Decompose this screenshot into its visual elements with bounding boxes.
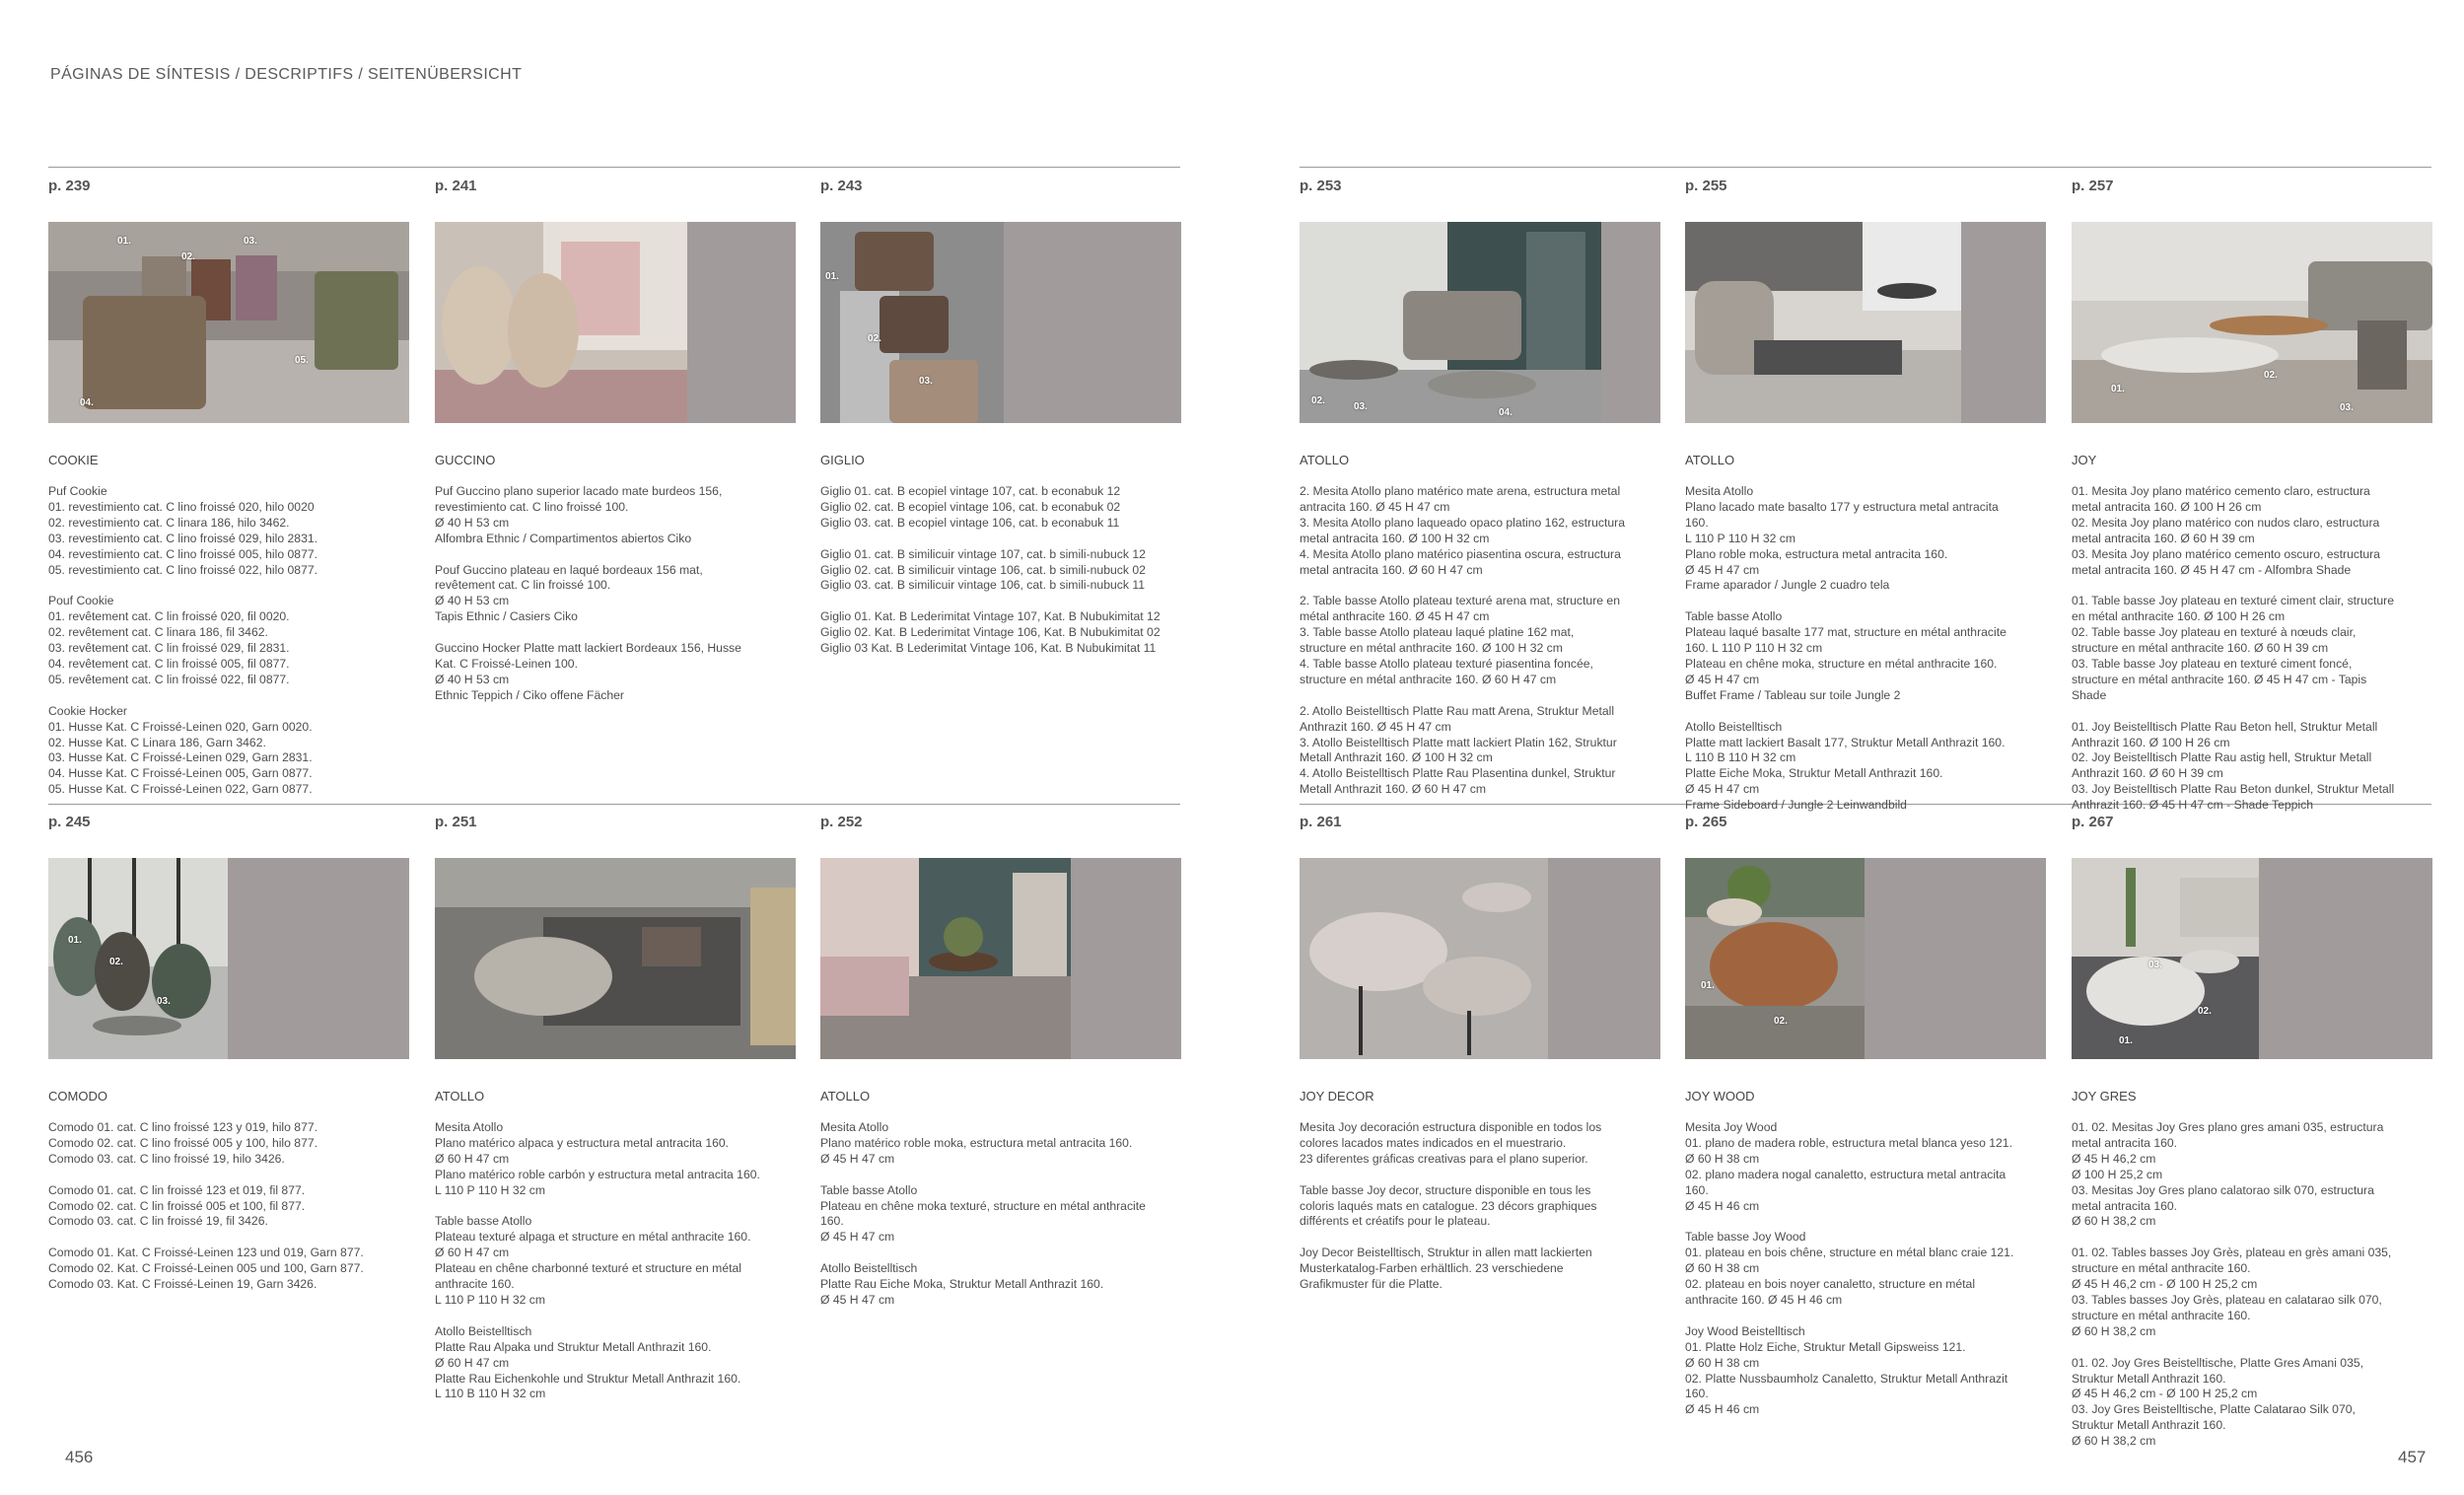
atollo-253-photo-image <box>1300 222 1601 423</box>
atollo-251-photo-image <box>435 858 796 1059</box>
product-photo-atollo <box>435 858 796 1059</box>
product-title: ATOLLO <box>1685 453 1735 467</box>
page-reference: p. 267 <box>2072 814 2114 830</box>
product-photo-joy-wood <box>1685 858 2046 1059</box>
product-description: Puf Guccino plano superior lacado mate burdeos 156, revestimiento cat. C lino froissé 100. Ø 40 H 53 cm Alfombra Ethnic / Compartimentos abiertos Ciko Pouf Guccino plateau en laqué bordeaux 156 mat, revêtement cat. C lin froissé 100. Ø 40 H 53 cm Tapis Ethnic / Casiers Ciko Guccino Hocker Platte matt lackiert Bordeaux 156, Husse Kat. C Froissé-Leinen 100. Ø 40 H 53 cm Ethnic Teppich / Ciko offene Fächer <box>435 484 741 702</box>
guccino-photo-image <box>435 222 687 423</box>
cookie-photo-image <box>48 222 409 423</box>
item-atollo-251 <box>435 814 802 1401</box>
callout-label: 01. <box>2119 1035 2133 1046</box>
atollo-255-photo-image <box>1685 222 1961 423</box>
item-atollo-252 <box>820 814 1187 1307</box>
item-joy-gres <box>2072 814 2438 1449</box>
joy-gres-photo-image <box>2072 858 2259 1059</box>
callout-label: 01. <box>1701 980 1715 991</box>
product-description: Giglio 01. cat. B ecopiel vintage 107, cat. b econabuk 12 Giglio 02. cat. B ecopiel vintage 106, cat. b econabuk 02 Giglio 03. cat. B ecopiel vintage 106, cat. b econabuk 11 Giglio 01. cat. B similicuir vintage 107, cat. b simili-nubuck 12 Giglio 02. cat. B similicuir vintage 106, cat. b simili-nubuck 02 Giglio 03. cat. B similicuir vintage 106, cat. b simili-nubuck 11 Giglio 01. Kat. B Lederimitat Vintage 107, Kat. B Nubukimitat 12 Giglio 02. Kat. B Lederimitat Vintage 106, Kat. B Nubukimitat 02 Giglio 03 Kat. B Lederimitat Vintage 106, Kat. B Nubukimitat 11 <box>820 484 1161 656</box>
product-title: ATOLLO <box>1300 453 1350 467</box>
page-number-right: 457 <box>2398 1448 2427 1466</box>
page-reference: p. 241 <box>435 178 477 194</box>
product-title: JOY <box>2072 453 2097 467</box>
item-guccino <box>435 178 802 702</box>
page-reference: p. 255 <box>1685 178 1727 194</box>
product-photo-atollo <box>1300 222 1660 423</box>
atollo-252-photo-image <box>820 858 1071 1059</box>
page-reference: p. 239 <box>48 178 91 194</box>
callout-label: 02. <box>2264 370 2278 381</box>
page-reference: p. 257 <box>2072 178 2114 194</box>
callout-label: 03. <box>2340 402 2354 413</box>
page-reference: p. 243 <box>820 178 863 194</box>
item-atollo-255 <box>1685 178 2052 813</box>
top-rule-right <box>1300 167 2431 168</box>
product-title: ATOLLO <box>435 1089 485 1103</box>
callout-label: 01. <box>825 271 839 282</box>
comodo-photo-image <box>48 858 228 1059</box>
callout-label: 03. <box>2148 960 2162 970</box>
product-description: Mesita Atollo Plano lacado mate basalto 177 y estructura metal antracita 160. L 110 P 110 H 32 cm Plano roble moka, estructura metal antracita 160. Ø 45 H 47 cm Frame aparador / Jungle 2 cuadro tela Table basse Atollo Plateau laqué basalte 177 mat, structure en métal anthracite 160. L 110 P 110 H 32 cm Plateau en chêne moka, structure en métal anthracite 160. Ø 45 H 47 cm Buffet Frame / Tableau sur toile Jungle 2 Atollo Beistelltisch Platte matt lackiert Basalt 177, Struktur Metall Anthrazit 160. L 110 B 110 H 32 cm Platte Eiche Moka, Struktur Metall Anthrazit 160. Ø 45 H 47 cm Frame Sideboard / Jungle 2 Leinwandbild <box>1685 484 2006 813</box>
product-description: Comodo 01. cat. C lino froissé 123 y 019, hilo 877. Comodo 02. cat. C lino froissé 005 y 100, hilo 877. Comodo 03. cat. C lino froissé 19, hilo 3426. Comodo 01. cat. C lin froissé 123 et 019, fil 877. Comodo 02. cat. C lin froissé 005 et 100, fil 877. Comodo 03. cat. C lin froissé 19, fil 3426. Comodo 01. Kat. C Froissé-Leinen 123 und 019, Garn 877. Comodo 02. Kat. C Froissé-Leinen 005 und 100, Garn 877. Comodo 03. Kat. C Froissé-Leinen 19, Garn 3426. <box>48 1120 364 1292</box>
callout-label: 01. <box>2111 384 2125 394</box>
product-description: 01. 02. Mesitas Joy Gres plano gres amani 035, estructura metal antracita 160. Ø 45 H 46,2 cm Ø 100 H 25,2 cm 03. Mesitas Joy Gres plano calatorao silk 070, estructura metal antracita 160. Ø 60 H 38,2 cm 01. 02. Tables basses Joy Grès, plateau en grès amani 035, structure en métal anthracite 160. Ø 45 H 46,2 cm - Ø 100 H 25,2 cm 03. Tables basses Joy Grès, plateau en calatarao silk 070, structure en métal anthracite 160. Ø 60 H 38,2 cm 01. 02. Joy Gres Beistelltische, Platte Gres Amani 035, Struktur Metall Anthrazit 160. Ø 45 H 46,2 cm - Ø 100 H 25,2 cm 03. Joy Gres Beistelltische, Platte Calatarao Silk 070, Struktur Metall Anthrazit 160. Ø 60 H 38,2 cm <box>2072 1120 2392 1449</box>
item-joy <box>2072 178 2438 813</box>
callout-label: 04. <box>1499 407 1513 418</box>
item-giglio <box>820 178 1187 656</box>
product-description: 01. Mesita Joy plano matérico cemento claro, estructura metal antracita 160. Ø 100 H 26 cm 02. Mesita Joy plano matérico con nudos claro, estructura metal antracita 160. Ø 60 H 39 cm 03. Mesita Joy plano matérico cemento oscuro, estructura metal antracita 160. Ø 45 H 47 cm - Alfombra Shade 01. Table basse Joy plateau en texturé ciment clair, structure en métal anthracite 160. Ø 100 H 26 cm 02. Table basse Joy plateau en texturé à nœuds clair, structure en métal anthracite 160. Ø 60 H 39 cm 03. Table basse Joy plateau en texturé ciment foncé, structure en métal anthracite 160. Ø 45 H 47 cm - Tapis Shade 01. Joy Beistelltisch Platte Rau Beton hell, Struktur Metall Anthrazit 160. Ø 100 H 26 cm 02. Joy Beistelltisch Platte Rau astig hell, Struktur Metall Anthrazit 160. Ø 60 H 39 cm 03. Joy Beistelltisch Platte Rau Beton dunkel, Struktur Metall Anthrazit 160. Ø 45 H 47 cm - Shade Teppich <box>2072 484 2395 813</box>
item-joy-wood <box>1685 814 2052 1417</box>
middle-rule-left <box>48 804 1180 805</box>
product-photo-atollo <box>1685 222 2046 423</box>
callout-label: 02. <box>2198 1006 2212 1017</box>
section-header: PÁGINAS DE SÍNTESIS / DESCRIPTIFS / SEITENÜBERSICHT <box>50 66 523 83</box>
page-reference: p. 252 <box>820 814 863 830</box>
product-title: JOY DECOR <box>1300 1089 1374 1103</box>
callout-label: 01. <box>68 935 82 946</box>
page-reference: p. 265 <box>1685 814 1727 830</box>
item-cookie <box>48 178 415 797</box>
product-photo-joy-gres <box>2072 858 2432 1059</box>
page-reference: p. 253 <box>1300 178 1342 194</box>
product-photo-giglio <box>820 222 1181 423</box>
product-title: ATOLLO <box>820 1089 871 1103</box>
product-description: Puf Cookie 01. revestimiento cat. C lino froissé 020, hilo 0020 02. revestimiento cat. C linara 186, hilo 3462. 03. revestimiento cat. C lino froissé 029, hilo 2831. 04. revestimiento cat. C lino froissé 005, hilo 0877. 05. revestimiento cat. C lino froissé 022, hilo 0877. Pouf Cookie 01. revêtement cat. C lin froissé 020, fil 0020. 02. revêtement cat. C linara 186, fil 3462. 03. revêtement cat. C lin froissé 029, fil 2831. 04. revêtement cat. C lin froissé 005, fil 0877. 05. revêtement cat. C lin froissé 022, fil 0877. Cookie Hocker 01. Husse Kat. C Froissé-Leinen 020, Garn 0020. 02. Husse Kat. C Linara 186, Garn 3462. 03. Husse Kat. C Froissé-Leinen 029, Garn 2831. 04. Husse Kat. C Froissé-Leinen 005, Garn 0877. 05. Husse Kat. C Froissé-Leinen 022, Garn 0877. <box>48 484 318 797</box>
product-title: GIGLIO <box>820 453 865 467</box>
product-description: Mesita Atollo Plano matérico roble moka, estructura metal antracita 160. Ø 45 H 47 cm Table basse Atollo Plateau en chêne moka texturé, structure en métal anthracite 160. Ø 45 H 47 cm Atollo Beistelltisch Platte Rau Eiche Moka, Struktur Metall Anthrazit 160. Ø 45 H 47 cm <box>820 1120 1146 1307</box>
joy-decor-photo-image <box>1300 858 1548 1059</box>
product-description: Mesita Joy Wood 01. plano de madera roble, estructura metal blanca yeso 121. Ø 60 H 38 cm 02. plano madera nogal canaletto, estructura metal antracita 160. Ø 45 H 46 cm Table basse Joy Wood 01. plateau en bois chêne, structure en métal blanc craie 121. Ø 60 H 38 cm 02. plateau en bois noyer canaletto, structure en métal anthracite 160. Ø 45 H 46 cm Joy Wood Beistelltisch 01. Platte Holz Eiche, Struktur Metall Gipsweiss 121. Ø 60 H 38 cm 02. Platte Nussbaumholz Canaletto, Struktur Metall Anthrazit 160. Ø 45 H 46 cm <box>1685 1120 2014 1417</box>
product-description: 2. Mesita Atollo plano matérico mate arena, estructura metal antracita 160. Ø 45 H 47 cm 3. Mesita Atollo plano laqueado opaco platino 162, estructura metal antracita 160. Ø 100 H 32 cm 4. Mesita Atollo plano matérico piasentina oscura, estructura metal antracita 160. Ø 60 H 47 cm 2. Table basse Atollo plateau texturé arena mat, structure en métal anthracite 160. Ø 45 H 47 cm 3. Table basse Atollo plateau laqué platine 162 mat, structure en métal anthracite 160. Ø 100 H 32 cm 4. Table basse Atollo plateau texturé piasentina foncée, structure en métal anthracite 160. Ø 60 H 47 cm 2. Atollo Beistelltisch Platte Rau matt Arena, Struktur Metall Anthrazit 160. Ø 45 H 47 cm 3. Atollo Beistelltisch Platte matt lackiert Platin 162, Struktur Metall Anthrazit 160. Ø 100 H 32 cm 4. Atollo Beistelltisch Platte Rau Plasentina dunkel, Struktur Metall Anthrazit 160. Ø 60 H 47 cm <box>1300 484 1625 797</box>
callout-label: 03. <box>157 996 171 1007</box>
product-photo-atollo <box>820 858 1181 1059</box>
callout-label: 02. <box>1311 395 1325 406</box>
callout-label: 02. <box>181 251 195 262</box>
joy-wood-photo-image <box>1685 858 1865 1059</box>
product-title: JOY WOOD <box>1685 1089 1755 1103</box>
page-reference: p. 261 <box>1300 814 1342 830</box>
product-description: Mesita Joy decoración estructura disponible en todos los colores lacados mates indicados en el muestrario. 23 diferentes gráficas creativas para el plano superior. Table basse Joy decor, structure disponible en tous les coloris laqués mats en catalogue. 23 décors graphiques différents et créatifs pour le plateau. Joy Decor Beistelltisch, Struktur in allen matt lackierten Musterkatalog-Farben erhältlich. 23 verschiedene Grafikmuster für die Platte. <box>1300 1120 1602 1292</box>
product-photo-guccino <box>435 222 796 423</box>
top-rule-left <box>48 167 1180 168</box>
item-joy-decor <box>1300 814 1666 1292</box>
product-photo-joy <box>2072 222 2432 423</box>
callout-label: 03. <box>919 376 933 387</box>
product-title: COOKIE <box>48 453 99 467</box>
callout-label: 02. <box>1774 1016 1788 1027</box>
callout-label: 04. <box>80 397 94 408</box>
item-comodo <box>48 814 415 1292</box>
item-atollo-253 <box>1300 178 1666 797</box>
product-title: JOY GRES <box>2072 1089 2137 1103</box>
giglio-photo-image <box>820 222 1004 423</box>
callout-label: 03. <box>1354 401 1368 412</box>
callout-label: 02. <box>868 333 881 344</box>
product-title: GUCCINO <box>435 453 496 467</box>
product-photo-joy-decor <box>1300 858 1660 1059</box>
page-number-left: 456 <box>65 1448 94 1466</box>
callout-label: 03. <box>244 236 257 247</box>
product-title: COMODO <box>48 1089 107 1103</box>
callout-label: 02. <box>109 957 123 967</box>
product-photo-cookie <box>48 222 409 423</box>
product-photo-comodo <box>48 858 409 1059</box>
page-reference: p. 251 <box>435 814 477 830</box>
callout-label: 05. <box>295 355 309 366</box>
page-reference: p. 245 <box>48 814 91 830</box>
product-description: Mesita Atollo Plano matérico alpaca y estructura metal antracita 160. Ø 60 H 47 cm Plano matérico roble carbón y estructura metal antracita 160. L 110 P 110 H 32 cm Table basse Atollo Plateau texturé alpaga et structure en métal anthracite 160. Ø 60 H 47 cm Plateau en chêne charbonné texturé et structure en métal anthracite 160. L 110 P 110 H 32 cm Atollo Beistelltisch Platte Rau Alpaka und Struktur Metall Anthrazit 160. Ø 60 H 47 cm Platte Rau Eichenkohle und Struktur Metall Anthrazit 160. L 110 B 110 H 32 cm <box>435 1120 760 1401</box>
joy-photo-image <box>2072 222 2432 423</box>
callout-label: 01. <box>117 236 131 247</box>
